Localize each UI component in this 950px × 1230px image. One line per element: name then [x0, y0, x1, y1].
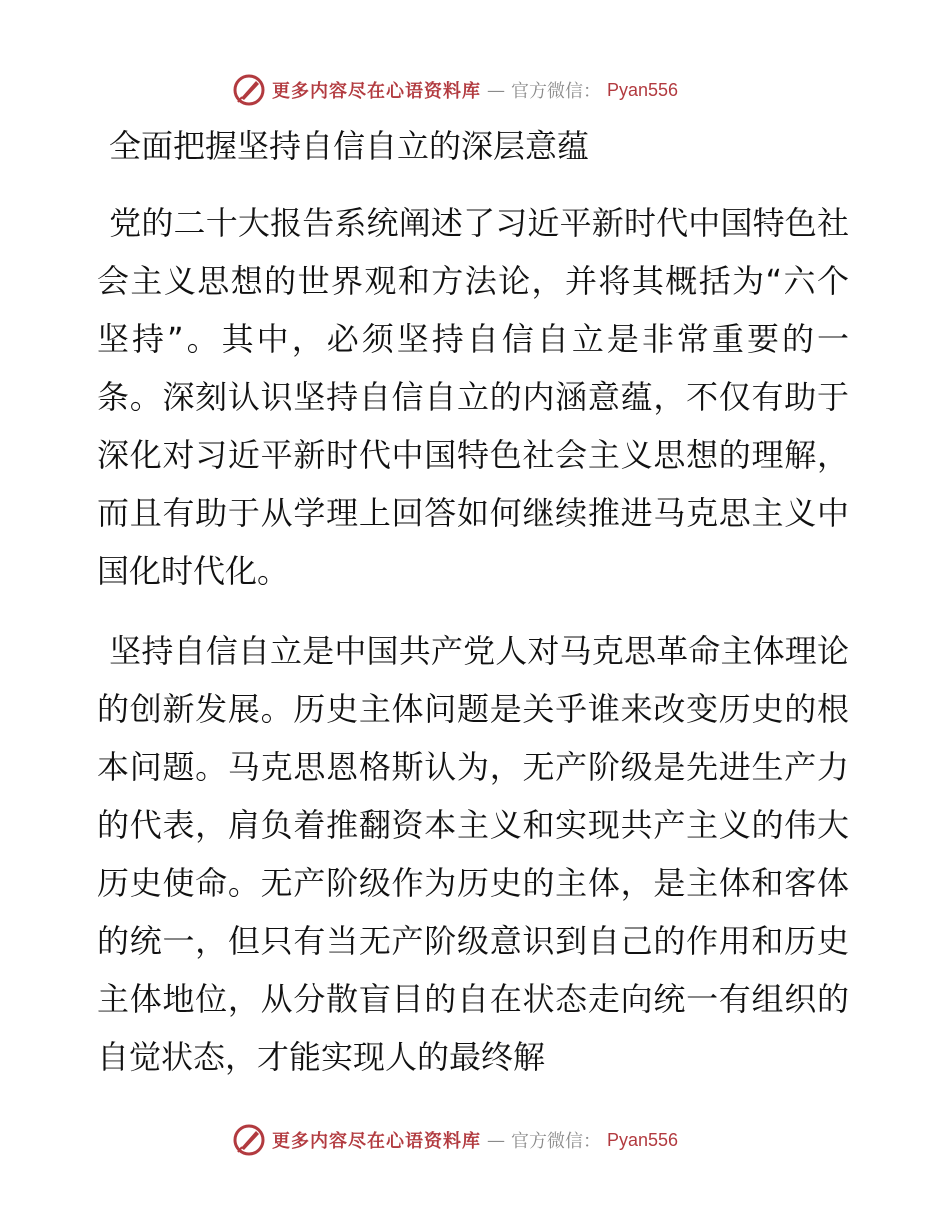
paragraph-1-text: 党的二十大报告系统阐述了习近平新时代中国特色社会主义思想的世界观和方法论，并将其概括为“六个坚持”。其中，必须坚持自信自立是非常重要的一条。深刻认识坚持自信自立的内涵意蕴，不仅有助于深化对习近平新时代中国特色社会主义思想的理解，而且有助于从学理上回答如何继续推进马克思主义中国化时代化。: [97, 204, 849, 590]
document-body: [97, 120, 849, 1108]
paragraph-2-text: 坚持自信自立是中国共产党人对马克思革命主体理论的创新发展。历史主体问题是关乎谁来改变历史的根本问题。马克思恩格斯认为，无产阶级是先进生产力的代表，肩负着推翻资本主义和实现共产主义的伟大历史使命。无产阶级作为历史的主体，是主体和客体的统一，但只有当无产阶级意识到自己的作用和历史主体地位，从分散盲目的自在状态走向统一有组织的自觉状态，才能实现人的最终解: [97, 632, 849, 1076]
banner-site-text: 更多内容尽在心语资料库: [272, 81, 481, 102]
header-banner: [232, 72, 678, 108]
footer-wechat-handle: Pyan556: [607, 1129, 679, 1150]
banner-separator: —: [487, 79, 505, 101]
article-title: 全面把握坚持自信自立的深层意蕴: [109, 127, 590, 165]
banner-wechat-handle: Pyan556: [607, 79, 679, 100]
feather-pen-logo-icon: [232, 73, 266, 107]
footer-separator: —: [487, 1129, 505, 1151]
paragraph-1: [97, 194, 849, 600]
feather-pen-logo-icon: [232, 1123, 266, 1157]
banner-wechat-label: 官方微信：: [511, 81, 601, 102]
footer-site-text: 更多内容尽在心语资料库: [272, 1131, 481, 1152]
footer-wechat-label: 官方微信：: [511, 1131, 601, 1152]
paragraph-2: [97, 622, 849, 1086]
footer-banner: [232, 1122, 678, 1158]
